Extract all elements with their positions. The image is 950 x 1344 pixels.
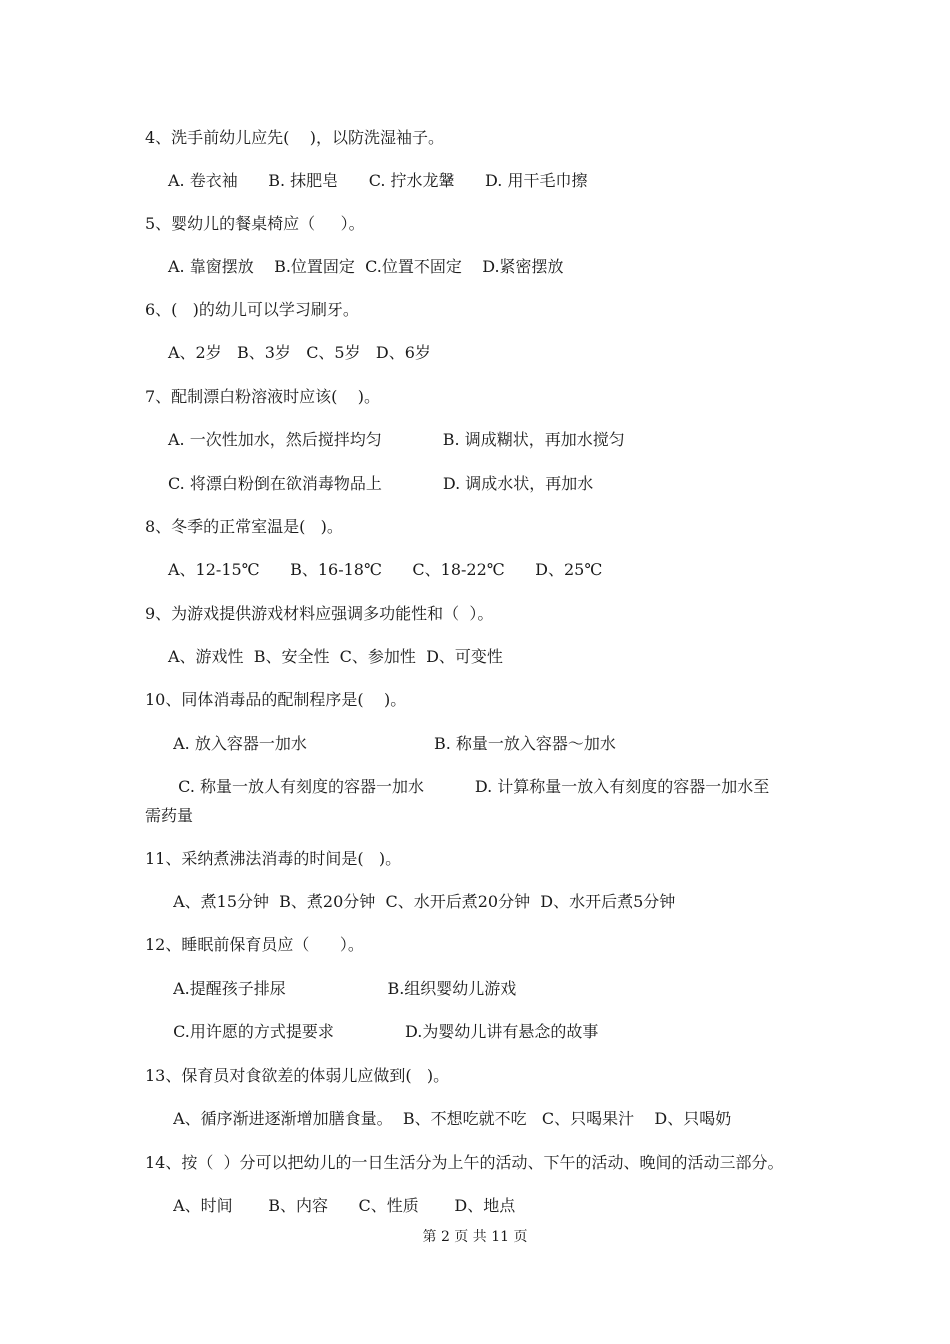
question-10-options-row-2: C. 称量一放人有刻度的容器一加水 D. 计算称量一放入有刻度的容器一加水至 xyxy=(168,777,770,796)
question-4: 4、洗手前幼儿应先( )，以防洗湿袖子。 xyxy=(145,128,445,147)
question-6: 6、( )的幼儿可以学习刷牙。 xyxy=(145,300,359,319)
question-10-options-row-1: A. 放入容器一加水 B. 称量一放入容器～加水 xyxy=(168,734,616,753)
question-5-options: A. 靠窗摆放 B.位置固定 C.位置不固定 D.紧密摆放 xyxy=(168,257,564,276)
question-5: 5、婴幼儿的餐桌椅应（ ）。 xyxy=(145,214,365,233)
question-12: 12、睡眠前保育员应（ ）。 xyxy=(145,935,364,954)
question-7: 7、配制漂白粉溶液时应该( )。 xyxy=(145,387,381,406)
question-11-options: A、煮15分钟 B、煮20分钟 C、水开后煮20分钟 D、水开后煮5分钟 xyxy=(168,892,676,911)
question-7-options-row-1: A. 一次性加水，然后搅拌均匀 B. 调成糊状，再加水搅匀 xyxy=(168,430,625,449)
question-8-options: A、12-15℃ B、16-18℃ C、18-22℃ D、25℃ xyxy=(168,560,603,579)
question-12-options-row-1: A.提醒孩子排尿 B.组织婴幼儿游戏 xyxy=(168,979,517,998)
question-8: 8、冬季的正常室温是( )。 xyxy=(145,517,343,536)
question-7-options-row-2: C. 将漂白粉倒在欲消毒物品上 D. 调成水状，再加水 xyxy=(168,474,594,493)
question-9-options: A、游戏性 B、安全性 C、参加性 D、可变性 xyxy=(168,647,503,666)
page-footer: 第 2 页 共 11 页 xyxy=(422,1229,528,1245)
question-6-options: A、2岁 B、3岁 C、5岁 D、6岁 xyxy=(168,343,431,362)
question-12-options-row-2: C.用许愿的方式提要求 D.为婴幼儿讲有悬念的故事 xyxy=(168,1022,599,1041)
question-13: 13、保育员对食欲差的体弱儿应做到( )。 xyxy=(145,1066,450,1085)
question-14-options: A、时间 B、内容 C、性质 D、地点 xyxy=(168,1196,516,1215)
question-14: 14、按（ ）分可以把幼儿的一日生活分为上午的活动、下午的活动、晚间的活动三部分。 xyxy=(145,1153,784,1172)
question-10-options-continuation: 需药量 xyxy=(145,806,194,825)
question-9: 9、为游戏提供游戏材料应强调多功能性和（ ）。 xyxy=(145,604,494,623)
question-10: 10、同体消毒品的配制程序是( )。 xyxy=(145,690,407,709)
question-11: 11、采纳煮沸法消毒的时间是( )。 xyxy=(145,849,402,868)
question-13-options: A、循序渐进逐渐增加膳食量。 B、不想吃就不吃 C、只喝果汁 D、只喝奶 xyxy=(168,1109,732,1128)
question-4-options: A. 卷衣袖 B. 抹肥皂 C. 拧水龙鞶 D. 用干毛巾擦 xyxy=(168,171,588,190)
